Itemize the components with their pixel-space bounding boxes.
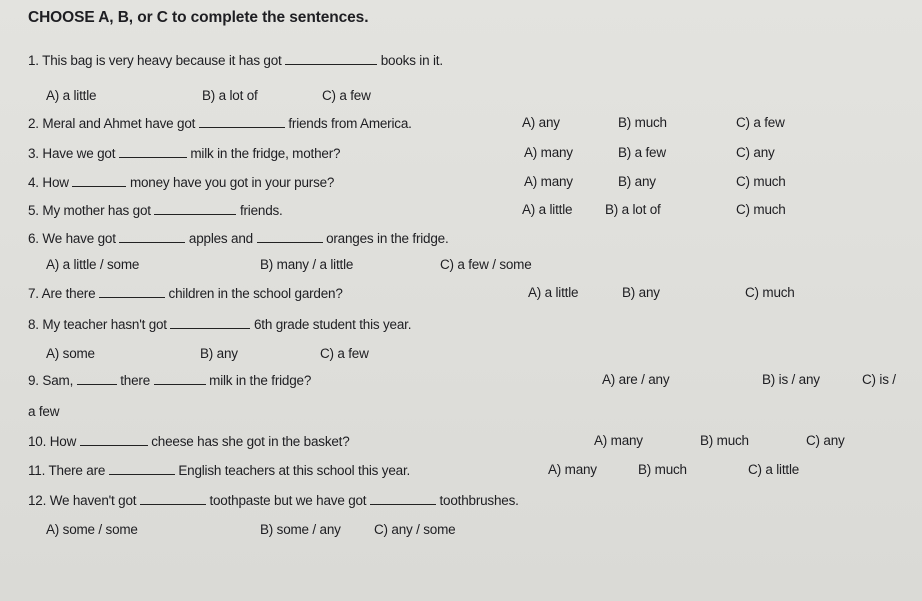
question-1-blank[interactable] bbox=[285, 52, 377, 65]
question-7-blank[interactable] bbox=[99, 285, 165, 298]
question-4-option-a[interactable]: A) many bbox=[524, 174, 573, 189]
question-8-option-b[interactable]: B) any bbox=[200, 346, 238, 361]
question-3-option-a[interactable]: A) many bbox=[524, 145, 573, 160]
question-6 bbox=[28, 230, 449, 247]
question-10 bbox=[28, 433, 350, 450]
question-11-option-a[interactable]: A) many bbox=[548, 462, 597, 477]
question-11-option-b[interactable]: B) much bbox=[638, 462, 687, 477]
question-4-blank[interactable] bbox=[72, 174, 126, 187]
question-12-blank-2[interactable] bbox=[370, 492, 436, 505]
question-10-option-b[interactable]: B) much bbox=[700, 433, 749, 448]
question-12-option-b[interactable]: B) some / any bbox=[260, 522, 341, 537]
question-3 bbox=[28, 145, 340, 162]
question-12-stem-start: 12. We haven't got bbox=[28, 493, 137, 508]
question-4-stem-end: money have you got in your purse? bbox=[129, 175, 335, 190]
question-3-stem-start: 3. Have we got bbox=[28, 146, 116, 161]
question-8-stem-end: 6th grade student this year. bbox=[253, 317, 412, 332]
question-1 bbox=[28, 52, 443, 69]
question-9-blank-2[interactable] bbox=[154, 372, 206, 385]
question-1-option-c[interactable]: C) a few bbox=[322, 88, 371, 103]
question-2-option-b[interactable]: B) much bbox=[618, 115, 667, 130]
question-12-option-c[interactable]: C) any / some bbox=[374, 522, 456, 537]
question-7-option-c[interactable]: C) much bbox=[745, 285, 795, 300]
question-6-blank-2[interactable] bbox=[257, 230, 323, 243]
question-1-stem-start: 1. This bag is very heavy because it has got bbox=[28, 53, 282, 68]
question-2-option-c[interactable]: C) a few bbox=[736, 115, 785, 130]
question-9-option-b[interactable]: B) is / any bbox=[762, 372, 820, 387]
question-2-stem-end: friends from America. bbox=[288, 116, 412, 131]
question-4-option-b[interactable]: B) any bbox=[618, 174, 656, 189]
question-3-option-c[interactable]: C) any bbox=[736, 145, 775, 160]
question-12-stem-end: toothbrushes. bbox=[439, 493, 519, 508]
question-6-blank-1[interactable] bbox=[119, 230, 185, 243]
question-7-stem-end: children in the school garden? bbox=[168, 286, 343, 301]
question-11-blank[interactable] bbox=[109, 462, 175, 475]
question-10-option-c[interactable]: C) any bbox=[806, 433, 845, 448]
question-11 bbox=[28, 462, 410, 479]
question-8-option-a[interactable]: A) some bbox=[46, 346, 95, 361]
question-10-stem-start: 10. How bbox=[28, 434, 77, 449]
question-7 bbox=[28, 285, 343, 302]
question-8-stem-start: 8. My teacher hasn't got bbox=[28, 317, 167, 332]
question-5-stem-start: 5. My mother has got bbox=[28, 203, 151, 218]
question-6-option-b[interactable]: B) many / a little bbox=[260, 257, 354, 272]
question-3-blank[interactable] bbox=[119, 145, 187, 158]
question-2-blank[interactable] bbox=[199, 115, 285, 128]
question-8-option-c[interactable]: C) a few bbox=[320, 346, 369, 361]
question-9-option-c-continuation: a few bbox=[28, 404, 60, 419]
question-9-option-a[interactable]: A) are / any bbox=[602, 372, 670, 387]
question-10-option-a[interactable]: A) many bbox=[594, 433, 643, 448]
question-8-blank[interactable] bbox=[170, 316, 250, 329]
question-7-stem-start: 7. Are there bbox=[28, 286, 96, 301]
question-1-option-a[interactable]: A) a little bbox=[46, 88, 97, 103]
question-5-option-a[interactable]: A) a little bbox=[522, 202, 573, 217]
question-6-stem-end: oranges in the fridge. bbox=[326, 231, 449, 246]
question-8 bbox=[28, 316, 411, 333]
question-10-stem-end: cheese has she got in the basket? bbox=[151, 434, 350, 449]
question-2-stem-start: 2. Meral and Ahmet have got bbox=[28, 116, 196, 131]
question-5-blank[interactable] bbox=[154, 202, 236, 215]
question-5-option-b[interactable]: B) a lot of bbox=[605, 202, 661, 217]
question-11-option-c[interactable]: C) a little bbox=[748, 462, 800, 477]
question-5 bbox=[28, 202, 283, 219]
question-9-blank-1[interactable] bbox=[77, 372, 117, 385]
question-2 bbox=[28, 115, 412, 132]
question-1-option-b[interactable]: B) a lot of bbox=[202, 88, 258, 103]
question-3-stem-end: milk in the fridge, mother? bbox=[190, 146, 341, 161]
question-12 bbox=[28, 492, 519, 509]
question-12-stem-middle: toothpaste but we have got bbox=[209, 493, 367, 508]
question-9-stem-start: 9. Sam, bbox=[28, 373, 74, 388]
question-9-option-c[interactable]: C) is / bbox=[862, 372, 896, 387]
question-9-stem-end: milk in the fridge? bbox=[209, 373, 312, 388]
question-11-stem-end: English teachers at this school this year. bbox=[178, 463, 411, 478]
question-2-option-a[interactable]: A) any bbox=[522, 115, 560, 130]
question-1-stem-end: books in it. bbox=[380, 53, 443, 68]
question-11-stem-start: 11. There are bbox=[28, 463, 106, 478]
question-12-option-a[interactable]: A) some / some bbox=[46, 522, 138, 537]
question-4-stem-start: 4. How bbox=[28, 175, 69, 190]
question-3-option-b[interactable]: B) a few bbox=[618, 145, 666, 160]
question-5-option-c[interactable]: C) much bbox=[736, 202, 786, 217]
question-7-option-a[interactable]: A) a little bbox=[528, 285, 579, 300]
question-6-stem-start: 6. We have got bbox=[28, 231, 116, 246]
question-5-stem-end: friends. bbox=[239, 203, 283, 218]
question-12-blank-1[interactable] bbox=[140, 492, 206, 505]
question-4-option-c[interactable]: C) much bbox=[736, 174, 786, 189]
question-9 bbox=[28, 372, 311, 389]
question-6-option-c[interactable]: C) a few / some bbox=[440, 257, 532, 272]
question-4 bbox=[28, 174, 334, 191]
question-10-blank[interactable] bbox=[80, 433, 148, 446]
question-7-option-b[interactable]: B) any bbox=[622, 285, 660, 300]
page-title: CHOOSE A, B, or C to complete the sentences. bbox=[28, 9, 369, 26]
question-6-stem-middle: apples and bbox=[188, 231, 253, 246]
question-6-option-a[interactable]: A) a little / some bbox=[46, 257, 140, 272]
question-9-stem-middle: there bbox=[120, 373, 151, 388]
